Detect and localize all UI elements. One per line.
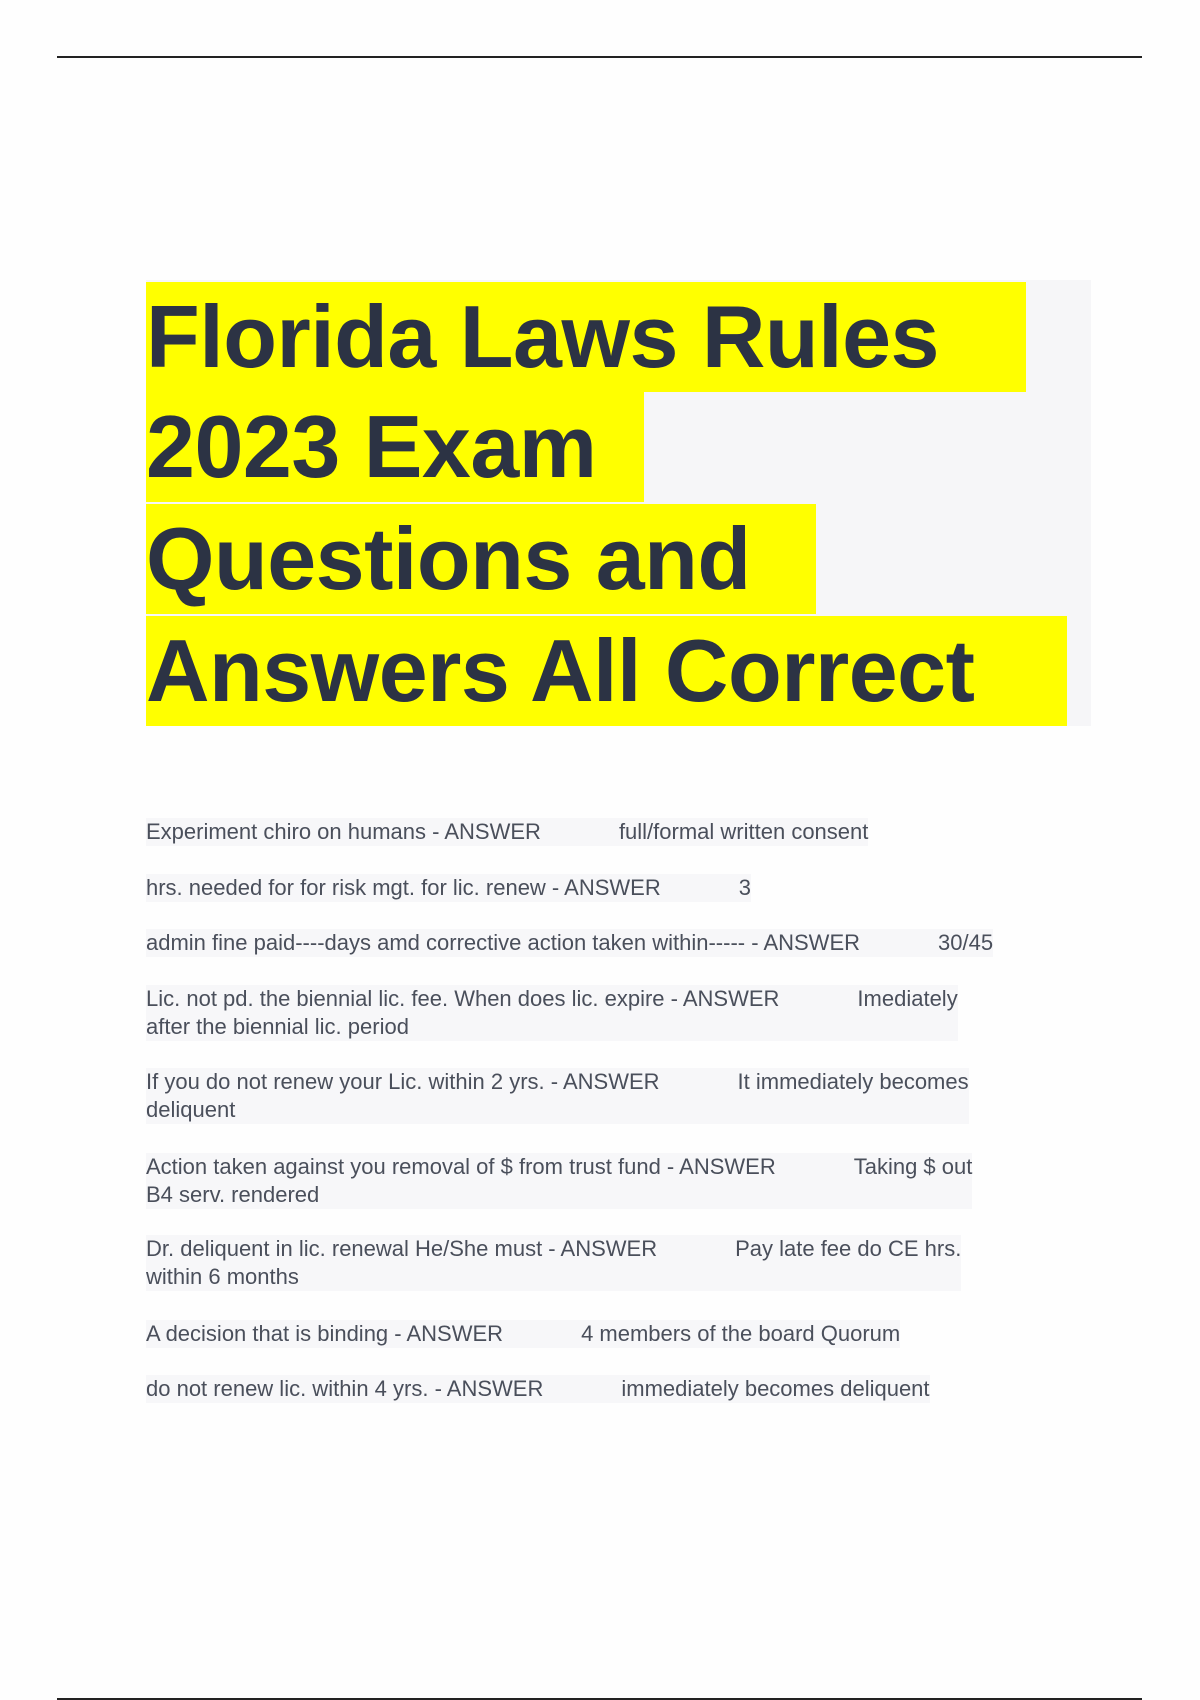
qa-item [146,1235,961,1291]
qa-answer: It immediately becomes [737,1069,969,1094]
qa-answer: Taking $ out [853,1154,973,1179]
qa-item [146,929,993,957]
qa-answer: full/formal written consent [618,819,869,844]
document-title-line-1: Florida Laws Rules [146,282,1026,392]
qa-answer: 4 members of the board Quorum [581,1321,901,1346]
document-title-line-3: Questions and [146,504,816,614]
qa-answer-continuation: B4 serv. rendered [146,1182,320,1207]
document-title-line-4: Answers All Correct [146,616,1067,726]
qa-answer: immediately becomes deliquent [621,1376,930,1401]
qa-question: Lic. not pd. the biennial lic. fee. When does lic. expire - ANSWER [146,986,780,1011]
qa-item [146,1068,969,1124]
qa-question: A decision that is binding - ANSWER [146,1321,504,1346]
qa-question: admin fine paid----days amd corrective action taken within----- - ANSWER [146,930,861,955]
qa-item [146,874,751,902]
qa-answer: 3 [738,875,751,900]
qa-question: Experiment chiro on humans - ANSWER [146,819,541,844]
qa-item [146,985,958,1041]
qa-item [146,1375,930,1403]
qa-question: do not renew lic. within 4 yrs. - ANSWER [146,1376,544,1401]
qa-answer-continuation: deliquent [146,1097,236,1122]
qa-item [146,1153,972,1209]
qa-question: Action taken against you removal of $ from trust fund - ANSWER [146,1154,776,1179]
qa-question: Dr. deliquent in lic. renewal He/She must - ANSWER [146,1236,658,1261]
top-rule [57,56,1142,58]
qa-answer: Imediately [857,986,958,1011]
qa-answer: 30/45 [938,930,994,955]
qa-question: hrs. needed for for risk mgt. for lic. renew - ANSWER [146,875,661,900]
qa-answer-continuation: after the biennial lic. period [146,1014,409,1039]
document-title-line-2: 2023 Exam [146,392,644,502]
qa-item [146,1320,900,1348]
qa-answer-continuation: within 6 months [146,1264,299,1289]
qa-question: If you do not renew your Lic. within 2 yrs. - ANSWER [146,1069,660,1094]
qa-item [146,818,868,846]
qa-answer: Pay late fee do CE hrs. [735,1236,962,1261]
